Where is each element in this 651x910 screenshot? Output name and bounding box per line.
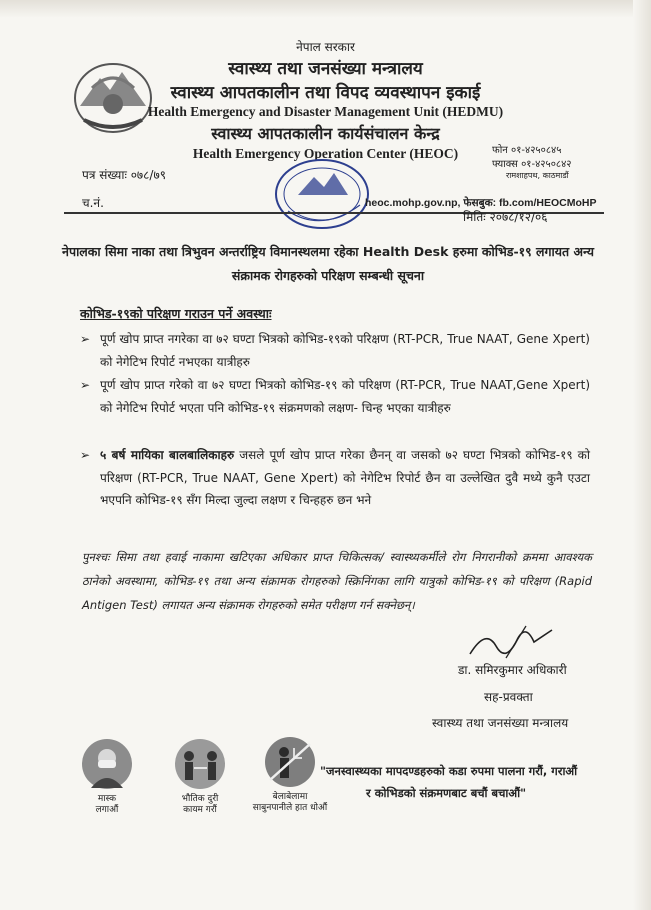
- handwash-icon: [264, 736, 316, 788]
- footer-slogan: [320, 760, 620, 804]
- center-name-np: स्वास्थ्य आपतकालीन कार्यसंचालन केन्द्र: [211, 124, 440, 143]
- arrow-bullet-icon: ➢: [80, 378, 91, 392]
- dispatch-number: च.नं.: [82, 196, 104, 210]
- arrow-bullet-icon: ➢: [80, 332, 91, 346]
- distance-reminder: भौतिक दुरी कायम गरौं: [168, 738, 232, 816]
- fax-number: फ्याक्स ०१-४२५०८४२: [492, 159, 572, 170]
- list-item: ➢ ५ बर्ष मायिका बालबालिकाहरु जसले पूर्ण खोप प्राप्त गरेका छैनन् वा जसको ७२ घण्टा भित्रको कोभिड-१९ को परिक्षण (RT-PCR, True NAAT, Gene Xpert) को नेगेटिभ रिपोर्ट छैन वा उल्लेखित दुवै मध्ये कुनै एउटा भएपनि कोभिड-१९ सँग मिल्दा जुल्दा लक्षण र चिन्हहरु छन भने: [100, 444, 590, 512]
- slogan-line-1: "जनस्वास्थ्यका मापदण्डहरुको कडा रुपमा पालना गरौं, गराऔं: [320, 764, 578, 778]
- letter-number: पत्र संख्याः ०७८/७९: [82, 168, 166, 182]
- section-heading: कोभिड-१९को परिक्षण गराउन पर्ने अवस्थाः: [80, 306, 272, 321]
- phone-number: फोन ०१-४२५०८४५: [492, 145, 562, 156]
- mask-icon: [81, 738, 133, 790]
- signatory-name: डा. समिरकुमार अधिकारी: [458, 663, 567, 677]
- list-item: ➢ पूर्ण खोप प्राप्त गरेको वा ७२ घण्टा भित्रको कोभिड-१९ को परिक्षण (RT-PCR, True NAAT,Gene Xpert) को नेगेटिभ रिपोर्ट भएता पनि कोभिड-१९ संक्रमणको लक्षण- चिन्ह भएका यात्रीहरु: [100, 374, 590, 419]
- gov-name: नेपाल सरकार: [296, 40, 355, 54]
- website-facebook: heoc.mohp.gov.np, फेसबुक: fb.com/HEOCMoHP: [365, 197, 597, 209]
- signatory-title: सह-प्रवक्ता: [484, 690, 533, 704]
- official-stamp-icon: [268, 155, 376, 233]
- office-location: रामशाहपथ, काठमाडौं: [506, 171, 569, 180]
- arrow-bullet-icon: ➢: [80, 448, 91, 462]
- mask-reminder: मास्क लगाऔं: [78, 738, 136, 816]
- notice-subject: नेपालका सिमा नाका तथा त्रिभुवन अन्तर्राष्ट्रिय विमानस्थलमा रहेका Health Desk हरुमा कोभिड-१९ लगायत अन्य संक्रामक रोगहरुको परिक्षण सम्बन्धी सूचना: [62, 244, 594, 283]
- signature-icon: [466, 620, 556, 662]
- slogan-line-2: र कोभिडको संक्रमणबाट बचौं बचाऔं": [366, 786, 527, 800]
- list-item: ➢ पूर्ण खोप प्राप्त नगरेका वा ७२ घण्टा भित्रको कोभिड-१९को परिक्षण (RT-PCR, True NAAT, Gene Xpert) को नेगेटिभ रिपोर्ट नभएका यात्रीहरु: [100, 328, 590, 373]
- paper-fold-shadow: [0, 0, 651, 18]
- handwash-reminder: बेलाबेलामा साबुनपानीले हात धोऔं: [250, 736, 330, 814]
- center-name-en: Health Emergency Operation Center (HEOC): [192, 146, 459, 161]
- ministry-name: स्वास्थ्य तथा जनसंख्या मन्त्रालय: [228, 59, 423, 79]
- signatory-office: स्वास्थ्य तथा जनसंख्या मन्त्रालय: [432, 716, 569, 730]
- distance-icon: [174, 738, 226, 790]
- letter-date: मितिः २०७८/१२/०६: [463, 210, 548, 224]
- postscript-note: पुनश्चः सिमा तथा हवाई नाकामा खटिएका अधिकार प्राप्त चिकित्सक/ स्वास्थ्यकर्मीले रोग निगरानीको क्रममा आवश्यक ठानेको अवस्थामा, कोभिड-१९ तथा अन्य संक्रामक रोगहरुको स्क्रिनिंगका लागि यात्रुको कोभिड-१९ को परिक्षण (Rapid Antigen Test) लगायत अन्य संक्रामक रोगहरुको समेत परीक्षण गर्न सक्नेछन्।: [82, 550, 592, 612]
- unit-name-np: स्वास्थ्य आपतकालीन तथा विपद व्यवस्थापन इकाई: [170, 83, 481, 103]
- unit-name-en: Health Emergency and Disaster Management Unit (HEDMU): [147, 104, 504, 119]
